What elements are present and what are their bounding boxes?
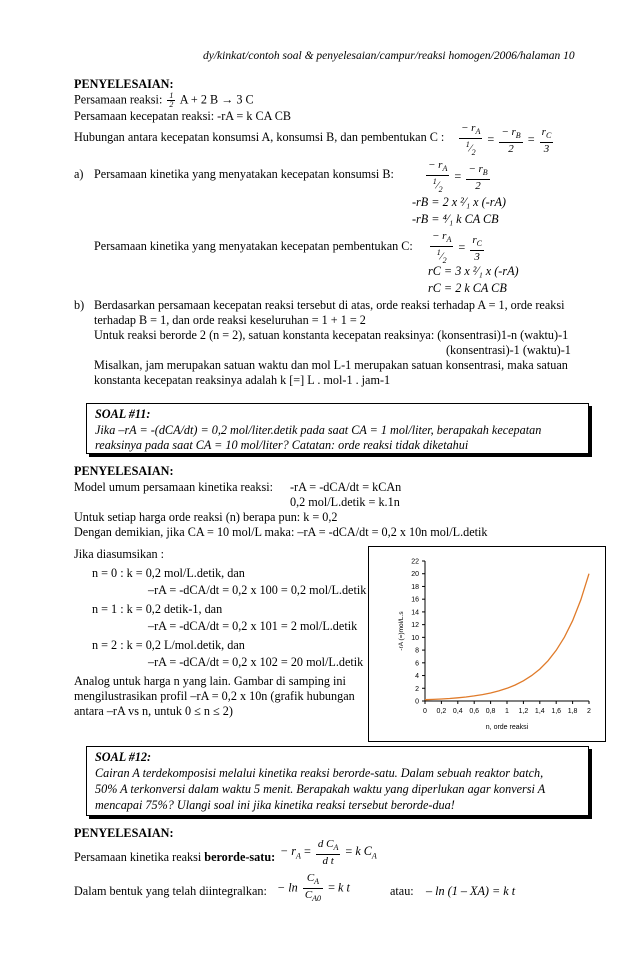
an-1: Analog untuk harga n yang lain. Gambar di samping ini — [74, 674, 346, 688]
soal-11-line2: reaksinya pada saat CA = 10 mol/liter? Catatan: orde reaksi tidak diketahui — [95, 438, 469, 452]
heading-penyelesaian-2: PENYELESAIAN: — [74, 464, 174, 478]
s2-l1: Model umum persamaan kinetika reaksi: — [74, 480, 274, 494]
chart-y-tick-label: 22 — [411, 558, 419, 566]
chart-x-tick-label: 0,2 — [436, 708, 447, 715]
chart-x-tick-label: 1,6 — [551, 708, 562, 715]
an-2: mengilustrasikan profil –rA = 0,2 x 10n (grafik hubungan — [74, 689, 355, 703]
s3-l1-pre: Persamaan kinetika reaksi — [74, 850, 202, 864]
rate-label: Persamaan kecepatan reaksi: — [74, 109, 215, 123]
chart-y-tick-label: 20 — [411, 571, 419, 579]
s2-l5: Jika diasumsikan : — [74, 547, 165, 561]
s2-l4: Dengan demikian, jika CA = 10 mol/L maka: –rA = -dCA/dt = 0,2 x 10n mol/L.detik — [74, 525, 488, 539]
soal-11-line1: Jika –rA = -(dCA/dt) = 0,2 mol/liter.detik pada saat CA = 1 mol/liter, berapakah kecepatan — [95, 423, 542, 437]
soal-12-box — [86, 746, 589, 816]
chart-x-tick-label: 0 — [423, 708, 427, 715]
chart-x-tick-label: 0,6 — [469, 708, 480, 715]
heading-penyelesaian-1: PENYELESAIAN: — [74, 77, 174, 91]
s2-l3: Untuk setiap harga orde reaksi (n) berapa pun: k = 0,2 — [74, 510, 338, 524]
chart-y-tick-label: 18 — [411, 583, 419, 591]
half-fraction: $\frac{1}{2}$ — [169, 91, 174, 109]
b-line6: konstanta kecepatan reaksinya adalah k [=] L . mol-1 . jam-1 — [94, 373, 391, 387]
soal-12-line3: mencapai 75%? Ulangi soal ini jika kinetika reaksi tersebut berorde-dua! — [95, 798, 455, 812]
chart-y-tick-label: 2 — [415, 685, 419, 693]
a-eq4: rC = 2 k CA CB — [428, 281, 507, 295]
chart-series-line — [425, 574, 589, 700]
s3-l1 — [74, 850, 275, 865]
chart-x-tick-label: 2 — [587, 708, 591, 715]
chart-x-tick-label: 0,8 — [485, 708, 496, 715]
n0-a: n = 0 : k = 0,2 mol/L.detik, dan — [92, 566, 245, 580]
s3-or: atau: — [390, 884, 414, 898]
soal-11-box — [86, 403, 589, 454]
b-line3: Untuk reaksi berorde 2 (n = 2), satuan konstanta kecepatan reaksinya: (konsentrasi)1-n (waktu)-1 — [94, 328, 569, 342]
b-line1: Berdasarkan persamaan kecepatan reaksi tersebut di atas, orde reaksi terhadap A = 1, orde reaksi — [94, 298, 565, 312]
heading-penyelesaian-3: PENYELESAIAN: — [74, 826, 174, 840]
soal-12-title: SOAL #12: — [95, 750, 152, 764]
a-eq3: rC = 3 x ²⁄₁ x (-rA) — [428, 264, 519, 278]
integrated-eq: − ln $\frac{C_A}{C_{A0}}$ = k t — [277, 872, 350, 904]
s2-l2-eq: 0,2 mol/L.detik = k.1n — [290, 495, 400, 509]
item-a-label: a) — [74, 167, 84, 181]
chart-x-label: n, orde reaksi — [485, 724, 529, 731]
chart-y-tick-label: 16 — [411, 596, 419, 604]
chart-y-tick-label: 6 — [415, 660, 419, 668]
reaction-label: Persamaan reaksi: — [74, 92, 163, 107]
n2-a: n = 2 : k = 0,2 L/mol.detik, dan — [92, 638, 245, 652]
chart-x-tick-label: 1,4 — [534, 708, 545, 715]
b-line2: terhadap B = 1, dan orde reaksi keseluruhan = 1 + 1 = 2 — [94, 313, 366, 327]
s2-l1-eq: -rA = -dCA/dt = kCAn — [290, 480, 402, 494]
n0-b: –rA = -dCA/dt = 0,2 x 100 = 0,2 mol/L.detik — [148, 583, 367, 597]
b-line4: (konsentrasi)-1 (waktu)-1 — [446, 343, 571, 357]
soal-12-line1: Cairan A terdekomposisi melalui kinetika reaksi berorde-satu. Dalam sebuah reaktor batch, — [95, 766, 544, 780]
a-eq1: -rB = 2 x ²⁄₁ x (-rA) — [412, 195, 506, 209]
item-a-text: Persamaan kinetika yang menyatakan kecepatan konsumsi B: — [94, 167, 394, 181]
rate-expression: -rA = k CA CB — [217, 109, 292, 123]
item-b-label: b) — [74, 298, 85, 312]
chart-y-tick-label: 10 — [411, 634, 419, 642]
a-fraction-eq: $\frac{- r_A}{^1⁄_2}$ = $\frac{- r_B}{2}$ — [428, 159, 488, 195]
chart-x-tick-label: 1,8 — [567, 708, 578, 715]
chart-y-tick-label: 8 — [415, 647, 419, 655]
soal-12-line2: 50% A terkonversi dalam waktu 5 menit. Berapakah waktu yang diperlukan agar konversi A — [95, 782, 546, 796]
relation-fraction-eq: $\frac{- r_A}{^1⁄_2}$ = $\frac{- r_B}{2}$ = $\frac{r_C}{3}$ — [461, 122, 552, 158]
chart-y-label: -rA (=)mol/L.s — [398, 611, 405, 651]
a-fraction-eq2: $\frac{- r_A}{^1⁄_2}$ = $\frac{r_C}{3}$ — [432, 230, 482, 266]
chart-y-tick-label: 0 — [415, 698, 419, 706]
reaction-line — [74, 92, 254, 109]
page-header: dy/kinkat/contoh soal & penyelesaian/campur/reaksi homogen/2006/halaman 10 — [203, 50, 575, 62]
chart-svg — [369, 547, 605, 741]
item-a-text2: Persamaan kinetika yang menyatakan kecepatan pembentukan C: — [94, 239, 413, 253]
relation-label: Hubungan antara kecepatan konsumsi A, konsumsi B, dan pembentukan C : — [74, 130, 445, 144]
soal-11-title: SOAL #11: — [95, 407, 151, 421]
an-3: antara –rA vs n, untuk 0 ≤ n ≤ 2) — [74, 704, 233, 718]
chart-x-tick-label: 0,4 — [452, 708, 463, 715]
rate-vs-order-chart — [368, 546, 606, 742]
n2-b: –rA = -dCA/dt = 0,2 x 102 = 20 mol/L.detik — [148, 655, 364, 669]
n1-b: –rA = -dCA/dt = 0,2 x 101 = 2 mol/L.detik — [148, 619, 358, 633]
s3-l1-bold: berorde-satu: — [204, 850, 276, 864]
rate-line — [74, 109, 291, 124]
n1-a: n = 1 : k = 0,2 detik-1, dan — [92, 602, 223, 616]
reaction-equation: A + 2 B → 3 C — [179, 92, 254, 107]
integrated-eq2: – ln (1 – XA) = k t — [426, 884, 516, 898]
chart-y-tick-label: 12 — [411, 622, 419, 630]
s3-l2: Dalam bentuk yang telah diintegralkan: — [74, 884, 267, 898]
a-eq2: -rB = ⁴⁄₁ k CA CB — [412, 212, 499, 226]
first-order-eq: − $r_A$ = $\frac{d C_A}{\text{d t}}$ = k $C_A$ — [280, 838, 377, 868]
chart-x-tick-label: 1 — [505, 708, 509, 715]
chart-x-tick-label: 1,2 — [518, 708, 529, 715]
chart-y-tick-label: 4 — [415, 673, 419, 681]
b-line5: Misalkan, jam merupakan satuan waktu dan mol L-1 merupakan satuan konsentrasi, maka satuan — [94, 358, 568, 372]
chart-y-tick-label: 14 — [411, 609, 419, 617]
